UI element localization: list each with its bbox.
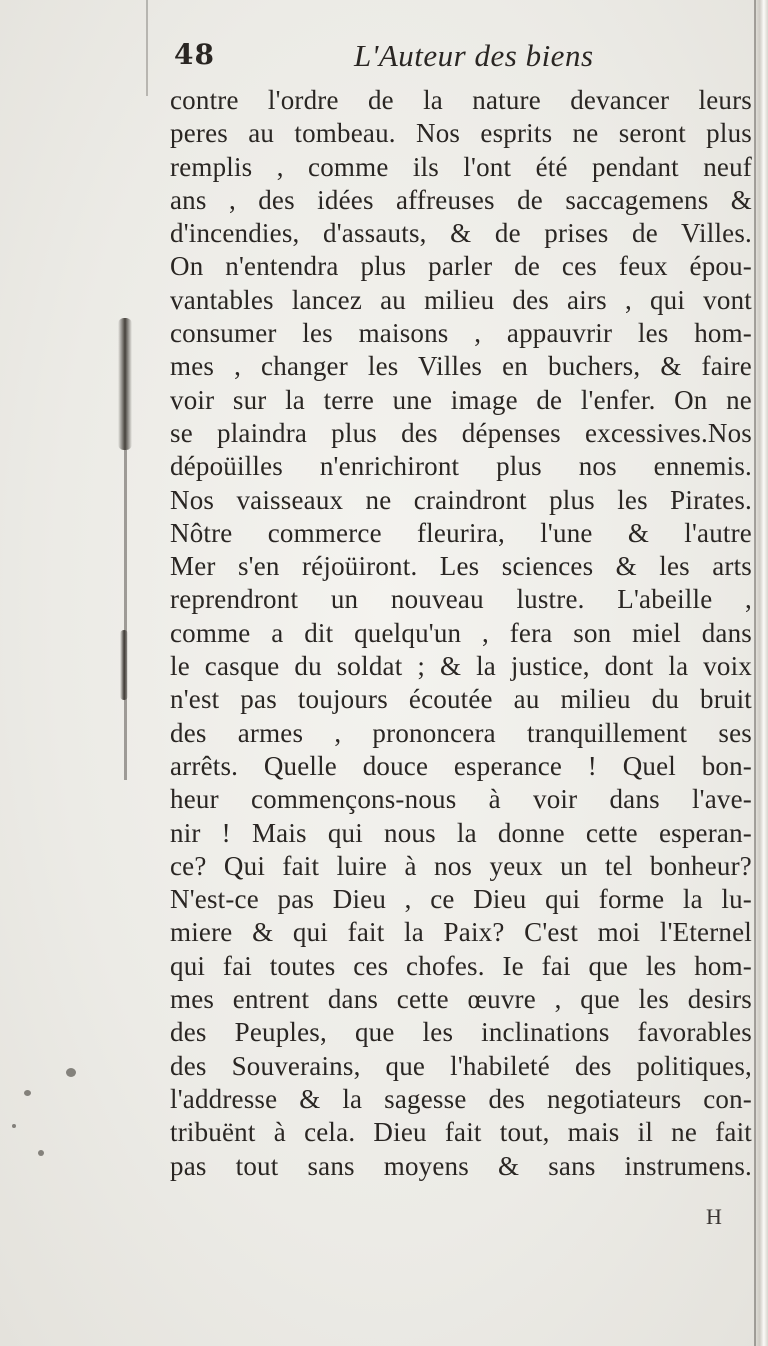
text-line: nir ! Mais qui nous la donne cette esperan-	[170, 817, 752, 848]
text-line: heur commençons-nous à voir dans l'ave-	[170, 784, 752, 815]
ink-bleed-mark	[124, 450, 127, 780]
body-text	[170, 84, 752, 1183]
running-head: L'Auteur des biens	[354, 38, 594, 73]
text-line: se plaindra plus des dépenses excessives.Nos	[170, 417, 752, 448]
page-number: 48	[174, 38, 215, 71]
text-line: ce? Qui fait luire à nos yeux un tel bonheur?	[170, 850, 752, 881]
page-edge-left	[146, 0, 148, 96]
paper-speck	[66, 1068, 76, 1077]
text-line: n'est pas toujours écoutée au milieu du bruit	[170, 684, 752, 715]
text-line: arrêts. Quelle douce esperance ! Quel bon-	[170, 750, 752, 781]
text-line: pas tout sans moyens & sans instrumens.	[170, 1150, 752, 1181]
text-line: voir sur la terre une image de l'enfer. On ne	[170, 384, 752, 415]
text-line: mes , changer les Villes en buchers, & faire	[170, 351, 752, 382]
text-line: d'incendies, d'assauts, & de prises de Villes.	[170, 218, 752, 249]
paper-speck	[38, 1150, 44, 1156]
text-line: N'est-ce pas Dieu , ce Dieu qui forme la lu-	[170, 884, 752, 915]
text-line: mes entrent dans cette œuvre , que les desirs	[170, 984, 752, 1015]
text-line: le casque du soldat ; & la justice, dont la voix	[170, 651, 752, 682]
text-line: reprendront un nouveau lustre. L'abeille ,	[170, 584, 752, 615]
text-line: l'addresse & la sagesse des negotiateurs con-	[170, 1083, 752, 1114]
text-line: tribuënt à cela. Dieu fait tout, mais il ne fait	[170, 1117, 752, 1148]
ink-bleed-mark	[118, 318, 132, 450]
text-line: Nôtre commerce fleurira, l'une & l'autre	[170, 517, 752, 548]
signature-mark: H	[706, 1204, 722, 1229]
paper-speck	[12, 1124, 16, 1128]
text-line: des Peuples, que les inclinations favorables	[170, 1017, 752, 1048]
text-line: Nos vaisseaux ne craindront plus les Pirates.	[170, 484, 752, 515]
text-line: des Souverains, que l'habileté des politiques,	[170, 1050, 752, 1081]
text-line: qui fai toutes ces chofes. Ie fai que les hom-	[170, 950, 752, 981]
text-line: vantables lancez au milieu des airs , qui vont	[170, 284, 752, 315]
text-line: contre l'ordre de la nature devancer leurs	[170, 85, 752, 115]
text-line: remplis , comme ils l'ont été pendant neuf	[170, 151, 752, 182]
ink-bleed-mark	[120, 630, 128, 700]
page-header	[168, 38, 608, 82]
text-line: dépoüilles n'enrichiront plus nos ennemis.	[170, 451, 752, 482]
page-edge-right	[754, 0, 768, 1346]
text-line: comme a dit quelqu'un , fera son miel dans	[170, 617, 752, 648]
text-line: peres au tombeau. Nos esprits ne seront plus	[170, 118, 752, 149]
text-line: des armes , prononcera tranquillement ses	[170, 717, 752, 748]
text-line: consumer les maisons , appauvrir les hom-	[170, 318, 752, 349]
text-line: miere & qui fait la Paix? C'est moi l'Eternel	[170, 917, 752, 948]
text-line: Mer s'en réjoüiront. Les sciences & les arts	[170, 551, 752, 582]
paper-speck	[24, 1090, 31, 1096]
text-line: ans , des idées affreuses de saccagemens &	[170, 184, 752, 215]
text-line: On n'entendra plus parler de ces feux épou-	[170, 251, 752, 282]
page-edge-rule	[754, 0, 756, 1346]
